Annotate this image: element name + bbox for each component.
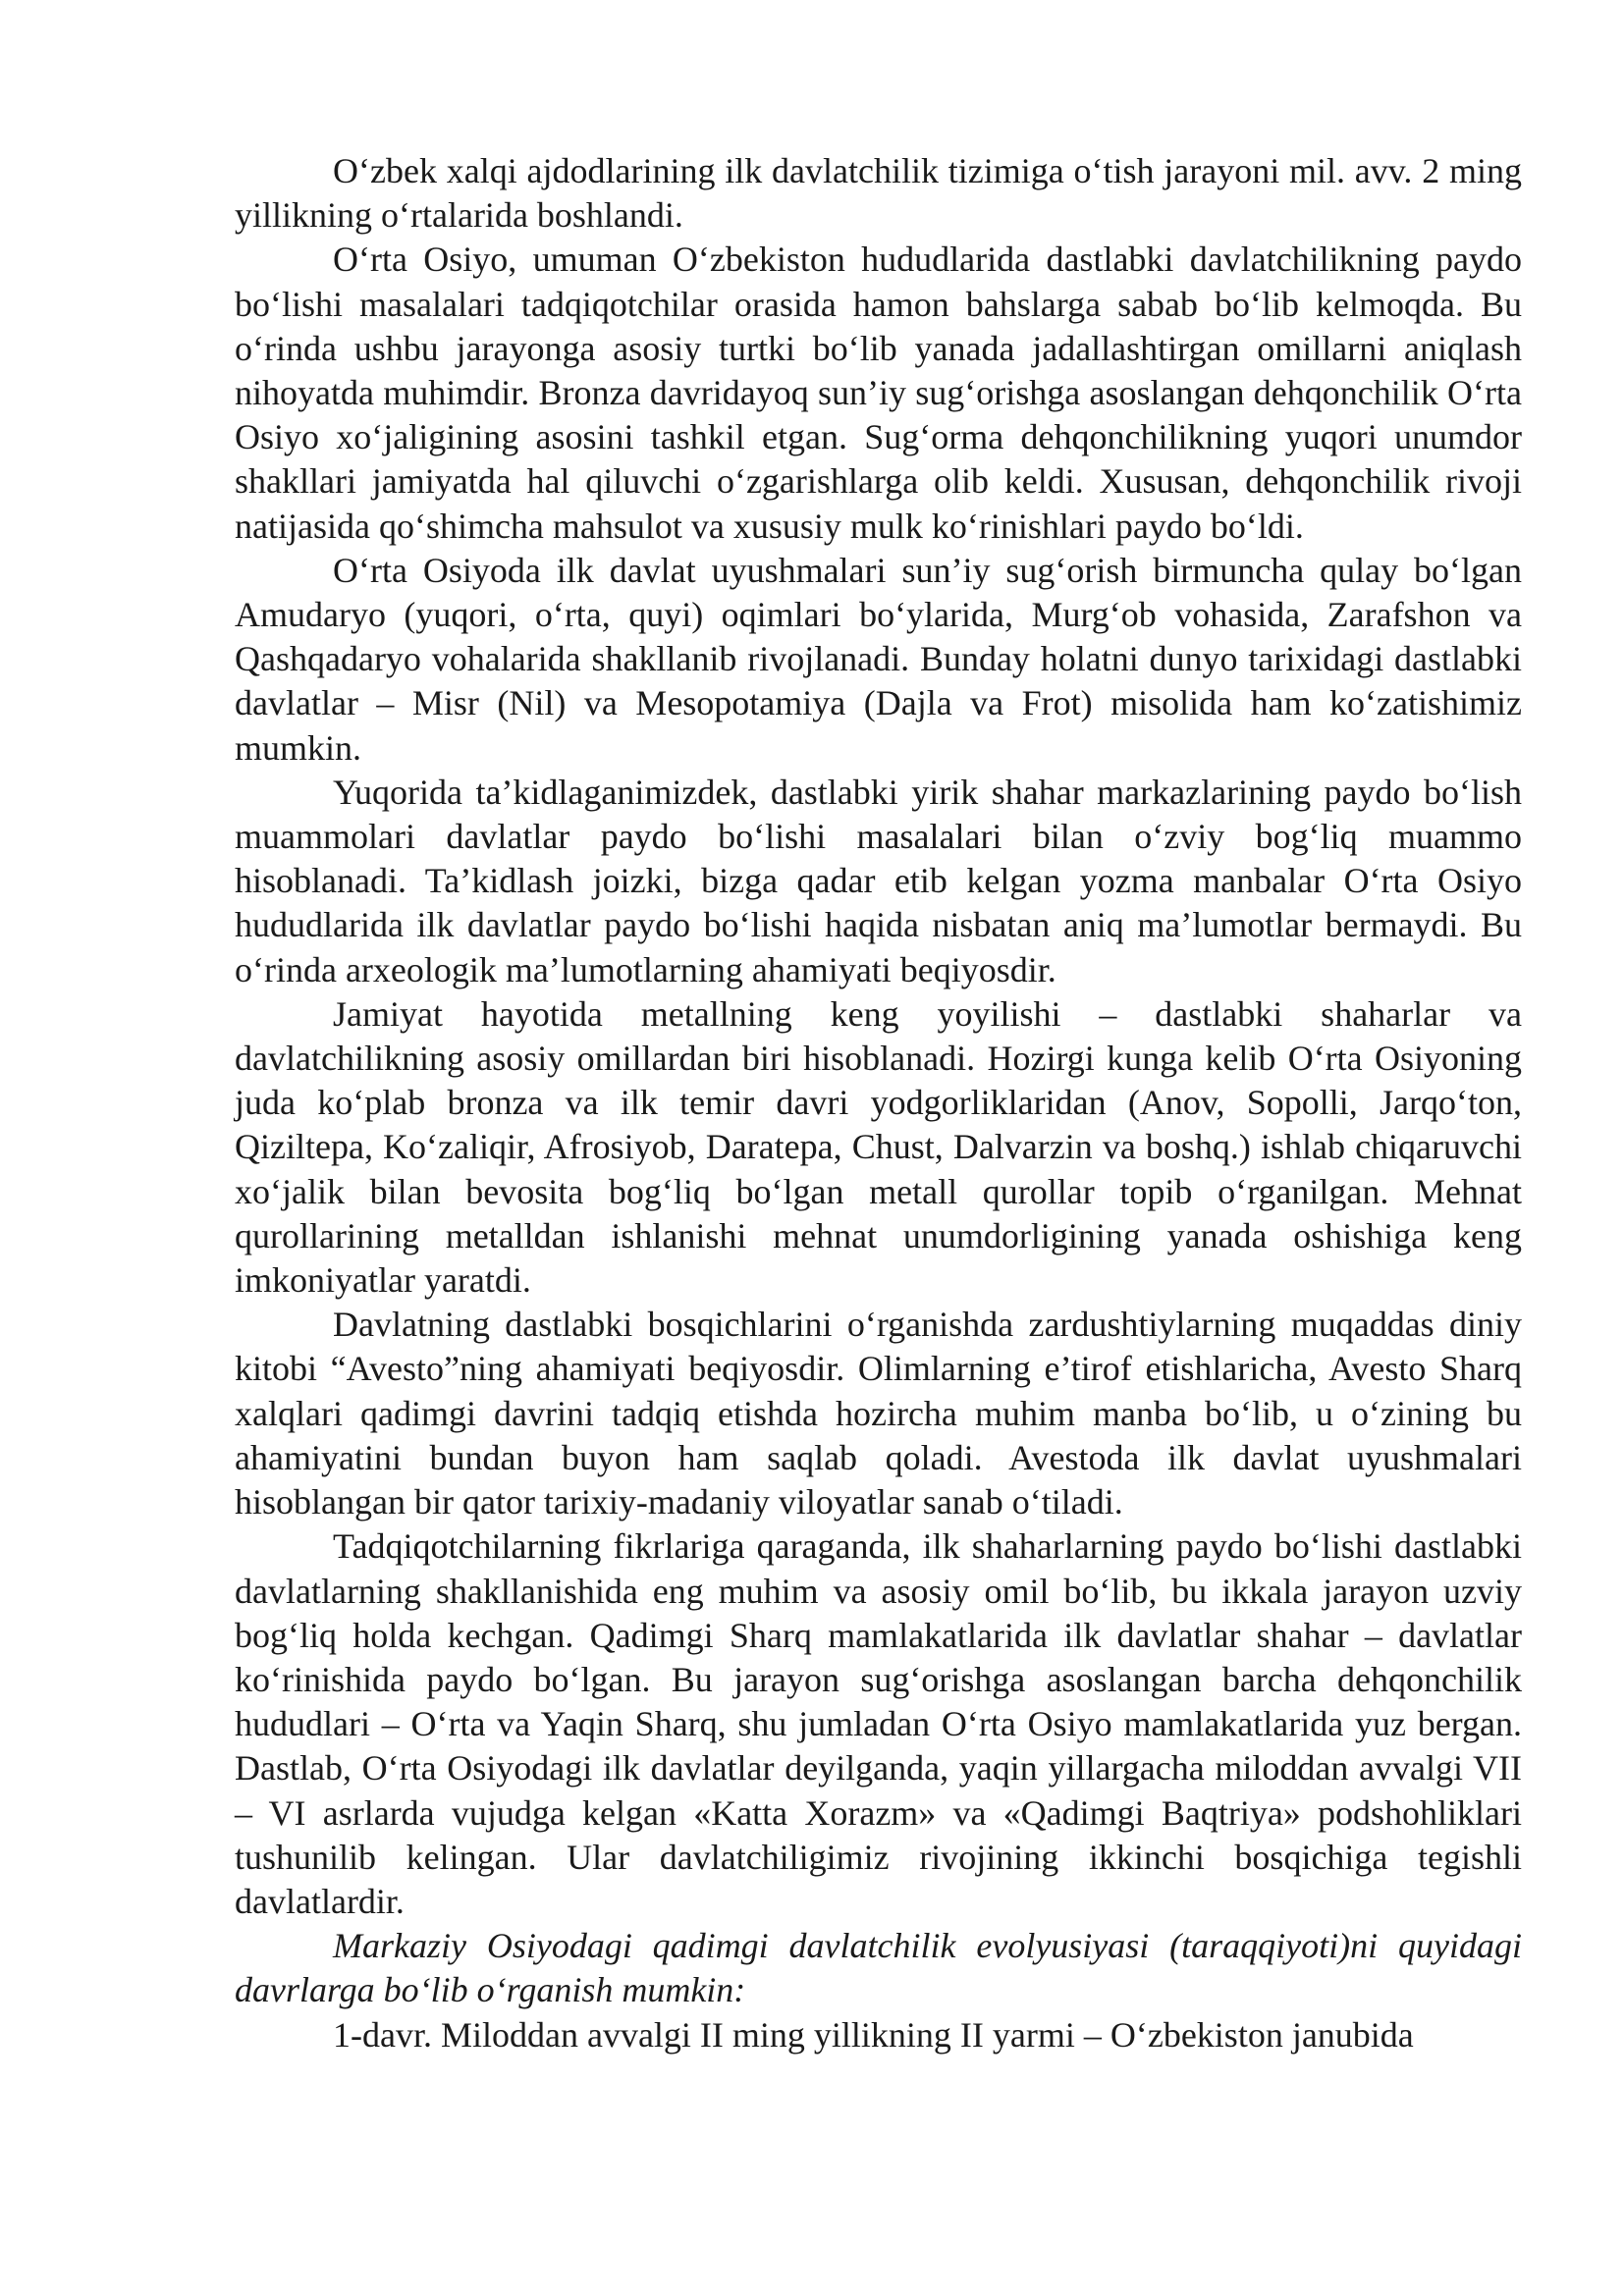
paragraph-statehood-origins: O‘rta Osiyo, umuman O‘zbekiston hududlarida dastlabki davlatchilikning paydo bo‘lishi masalalari tadqiqotchilar orasida hamon bahslarga sabab bo‘lib kelmoqda. Bu o‘rinda ushbu jarayonga asosiy turtki bo‘lib yanada jadallashtirgan omillarni aniqlash nihoyatda muhimdir. Bronza davridayoq sun’iy sug‘orishga asoslangan dehqonchilik O‘rta Osiyo xo‘jaligining asosini tashkil etgan. Sug‘orma dehqonchilikning yuqori unumdor shakllari jamiyatda hal qiluvchi o‘zgarishlarga olib keldi. Xususan, dehqonchilik rivoji natijasida qo‘shimcha mahsulot va xususiy mulk ko‘rinishlari paydo bo‘ldi. [235, 240, 1522, 546]
body-text [235, 149, 1522, 2057]
paragraph-metal-spread: Jamiyat hayotida metallning keng yoyilishi – dastlabki shaharlar va davlatchilikning asosiy omillardan biri hisoblanadi. Hozirgi kunga kelib O‘rta Osiyoning juda ko‘plab bronza va ilk temir davri yodgorliklaridan (Anov, Sopolli, Jarqo‘ton, Qiziltepa, Ko‘zaliqir, Afrosiyob, Daratepa, Chust, Dalvarzin va boshq.) ishlab chiqaruvchi xo‘jalik bilan bevosita bog‘liq bo‘lgan metall qurollar topib o‘rganilgan. Mehnat qurollarining metalldan ishlanishi mehnat unumdorligining yanada oshishiga keng imkoniyatlar yaratdi. [235, 993, 1522, 1301]
paragraph-period-1: 1-davr. Miloddan avvalgi II ming yillikning II yarmi – O‘zbekiston janubida [333, 2014, 1414, 2055]
paragraph-intro: O‘zbek xalqi ajdodlarining ilk davlatchilik tizimiga o‘tish jarayoni mil. avv. 2 ming yillikning o‘rtalarida boshlandi. [235, 151, 1522, 236]
paragraph-researchers-views: Tadqiqotchilarning fikrlariga qaraganda, ilk shaharlarning paydo bo‘lishi dastlabki davlatlarning shakllanishida eng muhim va asosiy omil bo‘lib, bu ikkala jarayon uzviy bog‘liq holda kechgan. Qadimgi Sharq mamlakatlarida ilk davlatlar shahar – davlatlar ko‘rinishida paydo bo‘lgan. Bu jarayon sug‘orishga asoslangan barcha dehqonchilik hududlari – O‘rta va Yaqin Sharq, shu jumladan O‘rta Osiyo mamlakatlarida yuz bergan. Dastlab, O‘rta Osiyodagi ilk davlatlar deyilganda, yaqin yillargacha miloddan avvalgi VII – VI asrlarda vujudga kelgan «Katta Xorazm» va «Qadimgi Baqtriya» podshohliklari tushunilib kelingan. Ular davlatchiligimiz rivojining ikkinchi bosqichiga tegishli davlatlardir. [235, 1526, 1522, 1921]
paragraph-avesto: Davlatning dastlabki bosqichlarini o‘rganishda zardushtiylarning muqaddas diniy kitobi “Avesto”ning ahamiyati beqiyosdir. Olimlarning e’tirof etishlaricha, Avesto Sharq xalqlari qadimgi davrini tadqiq etishda hozircha muhim manba bo‘lib, u o‘zining bu ahamiyatini bundan buyon ham saqlab qoladi. Avestoda ilk davlat uyushmalari hisoblangan bir qator tarixiy-madaniy viloyatlar sanab o‘tiladi. [235, 1305, 1522, 1522]
paragraph-first-states: O‘rta Osiyoda ilk davlat uyushmalari sun’iy sug‘orish birmuncha qulay bo‘lgan Amudaryo (yuqori, o‘rta, quyi) oqimlari bo‘ylarida, Murg‘ob vohasida, Zarafshon va Qashqadaryo vohalarida shakllanib rivojlanadi. Bunday holatni dunyo tarixidagi dastlabki davlatlar – Misr (Nil) va Mesopotamiya (Dajla va Frot) misolida ham ko‘zatishimiz mumkin. [235, 550, 1522, 768]
paragraph-city-centers: Yuqorida ta’kidlaganimizdek, dastlabki yirik shahar markazlarining paydo bo‘lish muammolari davlatlar paydo bo‘lishi masalalari bilan o‘zviy bog‘liq muammo hisoblanadi. Ta’kidlash joizki, bizga qadar etib kelgan yozma manbalar O‘rta Osiyo hududlarida ilk davlatlar paydo bo‘lishi haqida nisbatan aniq ma’lumotlar bermaydi. Bu o‘rinda arxeologik ma’lumotlarning ahamiyati beqiyosdir. [235, 772, 1522, 989]
paragraph-periodization-italic: Markaziy Osiyodagi qadimgi davlatchilik evolyusiyasi (taraqqiyoti)ni quyidagi davrlarga bo‘lib o‘rganish mumkin: [235, 1926, 1522, 2010]
